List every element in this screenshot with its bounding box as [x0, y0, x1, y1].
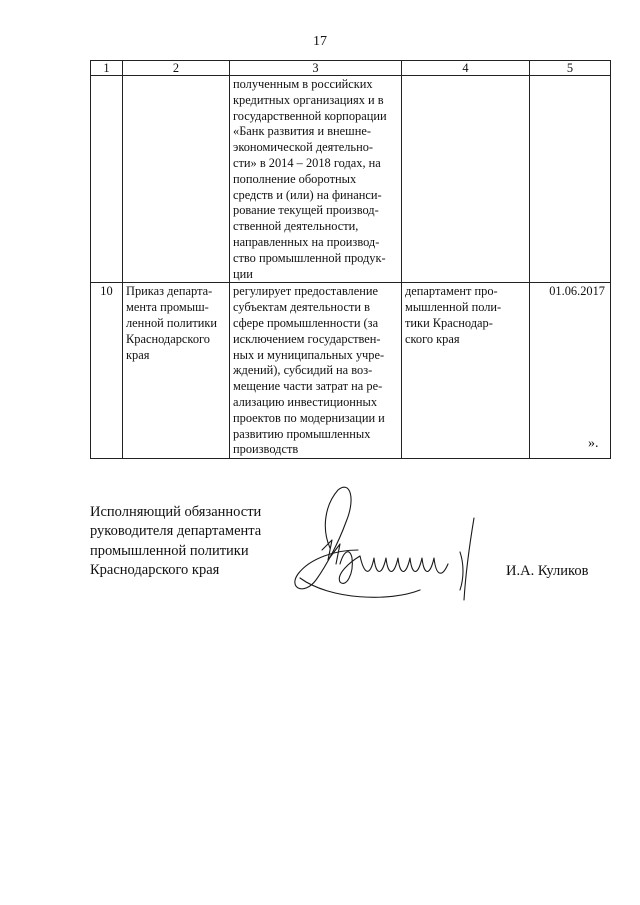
table-header-cell: 3 — [230, 61, 402, 76]
signer-position-line: Краснодарского края — [90, 562, 220, 579]
page-number: 17 — [313, 34, 327, 49]
table-row — [91, 76, 611, 283]
signer-position-line: Исполняющий обязанности — [90, 504, 262, 520]
date-cell: 01.06.2017 — [530, 283, 611, 459]
table-header-cell: 4 — [402, 61, 530, 76]
closing-quote: ». — [588, 436, 599, 451]
signer-name: И.А. Куликов — [506, 563, 589, 579]
department-cell — [402, 76, 530, 283]
signature-block — [90, 503, 261, 581]
table-header-cell: 5 — [530, 61, 611, 76]
document-table — [90, 60, 611, 459]
document-cell: Приказ департа- мента промыш- ленной политики Краснодарского края — [123, 283, 230, 459]
description-cell: полученным в российских кредитных организациях и в государственной корпорации «Банк развития и внешне- экономической деятельно- сти» в 2014 – 2018 годах, на пополнение оборотных средств и (или) на финанси- рование текущей производ- ственной деятельности, направленных на производ- ство промышленной продук- ции — [230, 76, 402, 283]
document-cell — [123, 76, 230, 283]
row-number-cell — [91, 76, 123, 283]
table-header-cell: 1 — [91, 61, 123, 76]
table-header-row — [91, 61, 611, 76]
description-cell: регулирует предоставление субъектам деятельности в сфере промышленности (за исключением государствен- ных и муниципальных учре- ждений), субсидий на воз- мещение части затрат на ре- ализацию инвестиционных проектов по модернизации и развитию промышленных производств — [230, 283, 402, 459]
table-header-cell: 2 — [123, 61, 230, 76]
department-cell: департамент про- мышленной поли- тики Краснодар- ского края — [402, 283, 530, 459]
row-number-cell: 10 — [91, 283, 123, 459]
signer-position-line: руководителя департамента — [90, 523, 262, 540]
signer-position-line: промышленной политики — [90, 542, 249, 559]
handwritten-signature — [270, 478, 500, 608]
table-row — [91, 283, 611, 459]
date-cell — [530, 76, 611, 283]
